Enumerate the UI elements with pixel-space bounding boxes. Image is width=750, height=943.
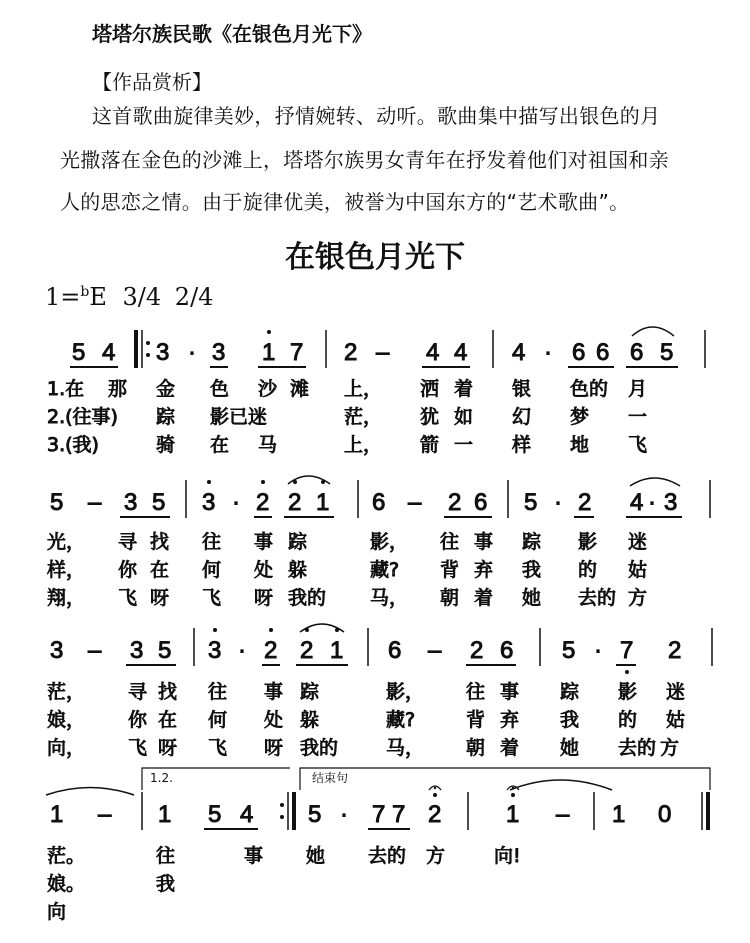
lyric: 向	[47, 901, 67, 923]
lyric: 梦	[570, 406, 590, 428]
note: 1	[50, 801, 64, 828]
note: 5	[308, 801, 322, 828]
note: 4	[630, 489, 644, 516]
note: 2	[470, 637, 484, 664]
note: 7	[290, 339, 304, 366]
lyric: 何	[208, 709, 228, 731]
note: ·	[594, 637, 602, 664]
row-1	[70, 327, 705, 368]
octave-dot	[269, 628, 273, 632]
lyric: 月	[628, 378, 648, 400]
note: 1	[158, 801, 172, 828]
lyric: 样	[512, 434, 532, 456]
key-note: E	[89, 283, 107, 311]
lyric: 地	[570, 434, 590, 456]
lyric: 呀	[150, 587, 170, 609]
note: 6	[474, 489, 488, 516]
lyric: 影	[578, 531, 598, 553]
lyric: 我的	[300, 737, 339, 759]
lyric: 2.(往事)	[47, 406, 118, 428]
lyric: 娘，	[47, 709, 86, 731]
note: –	[88, 489, 102, 516]
note: 2	[256, 489, 270, 516]
octave-dot	[511, 793, 515, 797]
lyric: 往	[156, 845, 176, 867]
row-4-lyrics	[47, 845, 521, 923]
note: 7	[372, 801, 386, 828]
lyric: 茫。	[47, 845, 86, 867]
lyric: 处	[264, 709, 284, 731]
lyric: 方	[660, 737, 680, 759]
lyric: 马，	[370, 587, 409, 609]
note: –	[88, 637, 102, 664]
lyric: 躲	[300, 709, 320, 731]
lyric: 去的	[368, 845, 407, 867]
note: 4	[240, 801, 254, 828]
lyric: 事	[500, 681, 520, 703]
lyric: 往	[440, 531, 460, 553]
time-signature-2: 2/4	[174, 283, 214, 311]
lyric: 影	[618, 681, 638, 703]
lyric: 藏?	[370, 559, 400, 581]
lyric: 找	[150, 531, 170, 553]
note: 6	[372, 489, 386, 516]
note: 3	[124, 489, 138, 516]
note: ·	[188, 339, 196, 366]
note: 4	[512, 339, 526, 366]
lyric: 寻	[118, 531, 138, 553]
lyric: 飞	[208, 737, 228, 759]
note: 5	[50, 489, 64, 516]
lyric: 色的	[570, 378, 609, 400]
lyric: 影，	[370, 531, 409, 553]
lyric: 金	[156, 378, 176, 400]
note: ·	[232, 489, 240, 516]
lyric: 着	[474, 587, 494, 609]
row-3	[50, 624, 712, 674]
lyric: 犹	[420, 406, 440, 428]
lyric: 我	[522, 559, 542, 581]
lyric: 迷	[628, 531, 648, 553]
note: –	[376, 339, 390, 366]
note: 4	[102, 339, 116, 366]
note: 5	[72, 339, 86, 366]
lyric: 娘。	[47, 873, 86, 895]
lyric: 翔，	[47, 587, 86, 609]
lyric: 我	[156, 873, 176, 895]
lyric: 飞	[118, 587, 138, 609]
note: 1	[262, 339, 276, 366]
lyric: 马，	[386, 737, 425, 759]
lyric: 事	[254, 531, 274, 553]
slur	[632, 327, 674, 336]
lyric: 背	[440, 559, 460, 581]
lyric: 姑	[666, 709, 686, 731]
lyric: 藏?	[386, 709, 416, 731]
lyric: 方	[426, 845, 446, 867]
row-4	[46, 768, 710, 830]
lyric: 一	[628, 406, 648, 428]
low-octave-dot	[625, 670, 629, 674]
lyric: 上，	[344, 378, 383, 400]
lyric: 踪	[156, 406, 176, 428]
lyric: 上，	[344, 434, 383, 456]
note: 7	[620, 637, 634, 664]
octave-dot	[207, 480, 211, 484]
lyric: 向!	[494, 845, 521, 867]
note: 3	[156, 339, 170, 366]
note: 5	[660, 339, 674, 366]
lyric: 往	[466, 681, 486, 703]
note: –	[556, 801, 570, 828]
lyric: 去的	[578, 587, 617, 609]
lyric: 事	[474, 531, 494, 553]
lyric: 呀	[158, 737, 178, 759]
lyric: 马	[258, 434, 278, 456]
note: 5	[524, 489, 538, 516]
note: 3	[50, 637, 64, 664]
repeat-dot	[280, 815, 284, 819]
note: 3	[202, 489, 216, 516]
time-signature-1: 3/4	[122, 283, 162, 311]
lyric: 那	[108, 378, 128, 400]
note: ·	[554, 489, 562, 516]
note: 6	[630, 339, 644, 366]
lyric: 你	[118, 559, 138, 581]
note: –	[428, 637, 442, 664]
lyric: 朝	[440, 587, 460, 609]
lyric: 踪	[560, 681, 580, 703]
lyric: 她	[522, 587, 542, 609]
lyric: 躲	[288, 559, 308, 581]
lyric: 迷	[666, 681, 686, 703]
tie	[46, 788, 134, 796]
lyric: 飞	[628, 434, 648, 456]
note: 6	[500, 637, 514, 664]
ending-label: 结束句	[312, 771, 349, 785]
lyric: 骑	[156, 434, 176, 456]
lyric: 方	[628, 587, 648, 609]
paragraph-line-3: 人的思恋之情。由于旋律优美，被誉为中国东方的“艺术歌曲”。	[60, 190, 630, 214]
lyric: 在	[150, 559, 170, 581]
lyric: 向，	[47, 737, 86, 759]
lyric: 踪	[288, 531, 308, 553]
note: 6	[388, 637, 402, 664]
lyric: 飞	[202, 587, 222, 609]
lyric: 着	[500, 737, 520, 759]
lyric: 事	[264, 681, 284, 703]
lyric: 呀	[254, 587, 274, 609]
lyric: 影已迷	[210, 406, 268, 428]
lyric: 找	[158, 681, 178, 703]
row-1-lyrics	[47, 378, 647, 456]
lyric: 样，	[47, 559, 86, 581]
lyric: 姑	[628, 559, 648, 581]
note: 7	[392, 801, 406, 828]
lyric: 我	[560, 709, 580, 731]
note: 1	[316, 489, 330, 516]
lyric: 朝	[466, 737, 486, 759]
lyric: 往	[208, 681, 228, 703]
note: –	[408, 489, 422, 516]
note: 2	[344, 339, 358, 366]
key-flat: b	[80, 284, 90, 300]
lyric: 滩	[290, 378, 310, 400]
lyric: 着	[454, 378, 474, 400]
note: 1	[506, 801, 520, 828]
fermata-dot	[434, 787, 436, 789]
lyric: 在	[158, 709, 178, 731]
tie	[510, 780, 612, 790]
lyric: 背	[466, 709, 486, 731]
note: 3	[130, 637, 144, 664]
lyric: 寻	[128, 681, 148, 703]
octave-dot	[267, 330, 271, 334]
header-title: 塔塔尔族民歌《在银色月光下》	[92, 22, 372, 46]
lyric: 弃	[500, 709, 520, 731]
lyric: 色	[210, 378, 230, 400]
volta-label: 1.2.	[150, 771, 173, 785]
note: 2	[448, 489, 462, 516]
lyric: 去的	[618, 737, 657, 759]
lyric: 事	[244, 845, 264, 867]
analysis-label: 【作品赏析】	[92, 70, 212, 94]
note: 3	[212, 339, 226, 366]
lyric: 影，	[386, 681, 425, 703]
paragraph-line-1: 这首歌曲旋律美妙，抒情婉转、动听。歌曲集中描写出银色的月	[92, 104, 661, 128]
note: –	[98, 801, 112, 828]
lyric: 在	[210, 434, 230, 456]
repeat-dot	[146, 341, 150, 345]
lyric: 如	[454, 406, 474, 428]
lyric: 茫，	[344, 406, 383, 428]
ending-bracket	[300, 768, 710, 790]
note: 2	[428, 801, 442, 828]
note: 6	[572, 339, 586, 366]
note: 2	[264, 637, 278, 664]
note: 5	[208, 801, 222, 828]
lyric: 箭	[420, 434, 440, 456]
note: 2	[300, 637, 314, 664]
lyric: 的	[578, 559, 598, 581]
repeat-dot	[146, 353, 150, 357]
note: 2	[288, 489, 302, 516]
lyric: 沙	[258, 378, 278, 400]
octave-dot	[213, 628, 217, 632]
lyric: 弃	[474, 559, 494, 581]
note: 3	[664, 489, 678, 516]
note: 4	[426, 339, 440, 366]
lyric: 的	[618, 709, 638, 731]
lyric: 洒	[420, 378, 440, 400]
slur	[630, 478, 680, 486]
lyric: 1.在	[47, 378, 85, 400]
row-2-lyrics	[47, 531, 647, 609]
lyric: 茫，	[47, 681, 86, 703]
lyric: 踪	[300, 681, 320, 703]
note: 2	[668, 637, 682, 664]
note: 5	[562, 637, 576, 664]
lyric: 处	[254, 559, 274, 581]
note: ·	[238, 637, 246, 664]
note: 4	[454, 339, 468, 366]
lyric: 幻	[512, 406, 532, 428]
row-3-lyrics	[47, 681, 685, 759]
lyric: 何	[202, 559, 222, 581]
note: ·	[544, 339, 552, 366]
paragraph-line-2: 光撒落在金色的沙滩上，塔塔尔族男女青年在抒发着他们对祖国和亲	[60, 148, 669, 172]
lyric: 她	[306, 845, 326, 867]
lyric: 踪	[522, 531, 542, 553]
song-title: 在银色月光下	[285, 240, 465, 275]
note: 5	[158, 637, 172, 664]
lyric: 她	[560, 737, 580, 759]
repeat-dot	[280, 803, 284, 807]
lyric: 3.(我)	[47, 434, 99, 456]
note: 0	[658, 801, 672, 828]
lyric: 你	[128, 709, 148, 731]
note: 6	[596, 339, 610, 366]
note: ·	[340, 801, 348, 828]
note: ·	[648, 489, 656, 516]
note: 1	[612, 801, 626, 828]
note: 3	[208, 637, 222, 664]
lyric: 呀	[264, 737, 284, 759]
octave-dot	[433, 793, 437, 797]
lyric: 一	[454, 434, 474, 456]
lyric: 往	[202, 531, 222, 553]
lyric: 光，	[47, 531, 86, 553]
lyric: 飞	[128, 737, 148, 759]
lyric: 银	[512, 378, 532, 400]
note: 5	[152, 489, 166, 516]
row-2	[50, 476, 710, 518]
note: 2	[578, 489, 592, 516]
key-main: 1=	[45, 283, 81, 311]
lyric: 我的	[288, 587, 327, 609]
octave-dot	[261, 480, 265, 484]
note: 1	[330, 637, 344, 664]
